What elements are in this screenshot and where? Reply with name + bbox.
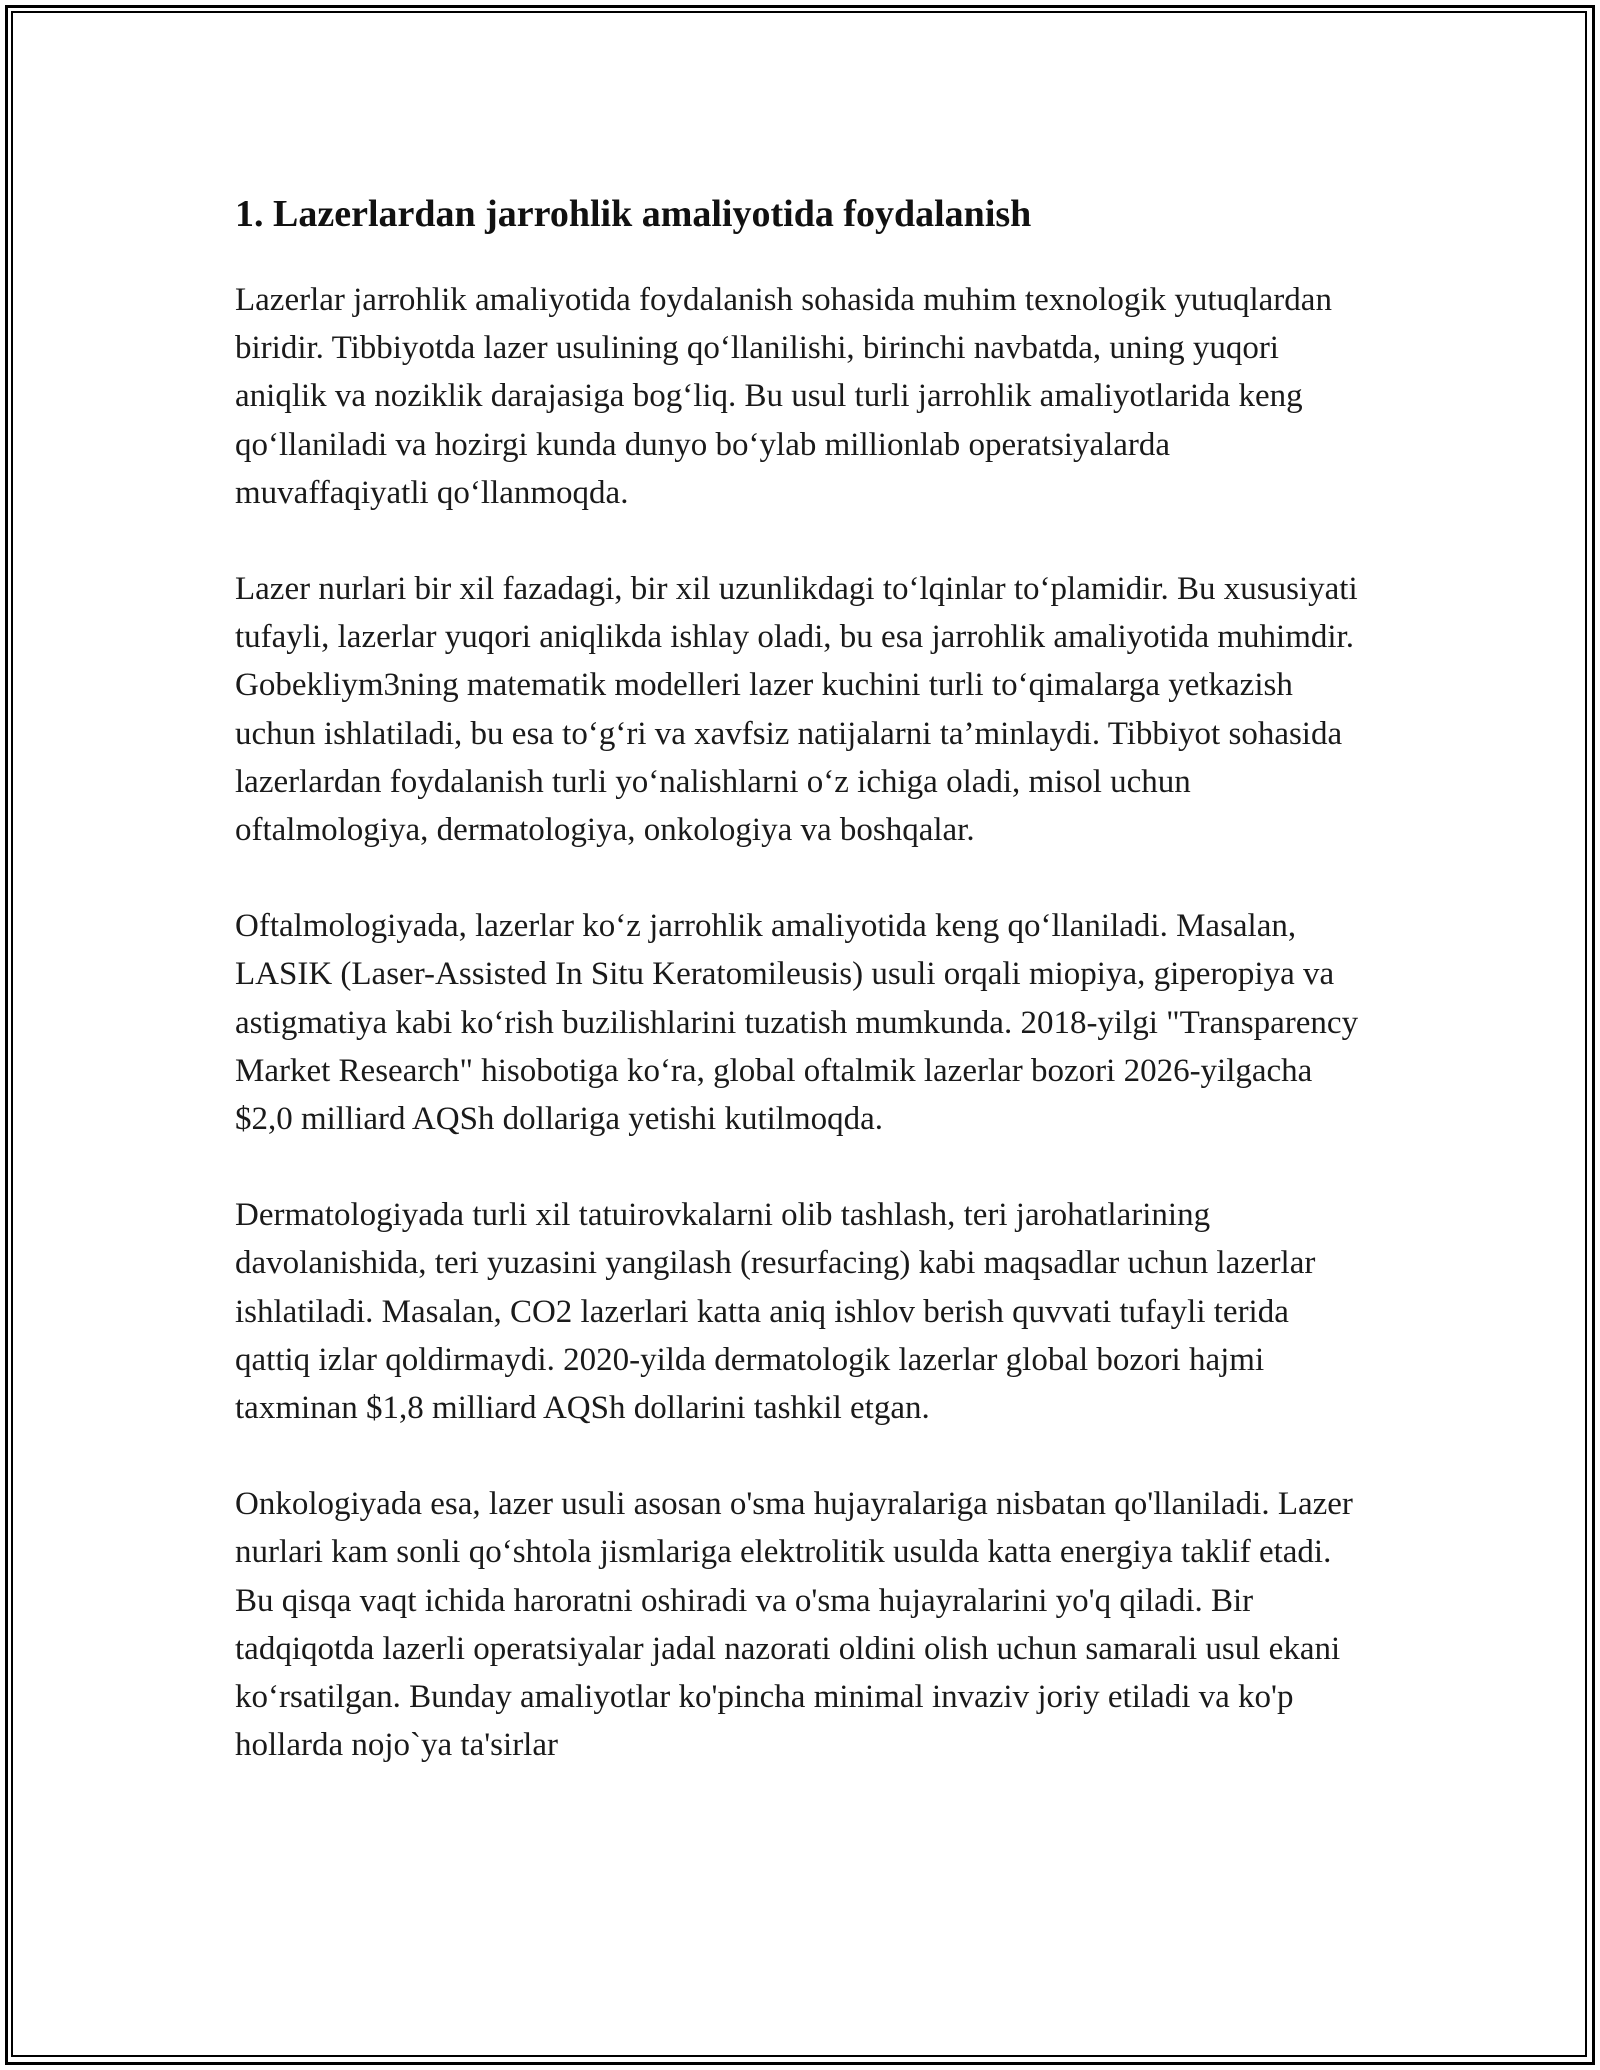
paragraph-laser-properties: Lazer nurlari bir xil fazadagi, bir xil uzunlikdagi to‘lqinlar to‘plamidir. Bu xususiyati tufayli, lazerlar yuqori aniqlikda ishlay oladi, bu esa jarrohlik amaliyotida muhimdir. Gobekliym3ning matematik modelleri lazer kuchini turli to‘qimalarga yetkazish uchun ishlatiladi, bu esa to‘g‘ri va xavfsiz natijalarni ta’minlaydi. Tibbiyot sohasida lazerlardan foydalanish turli yo‘nalishlarni o‘z ichiga oladi, misol uchun oftalmologiya, dermatologiya, onkologiya va boshqalar. [235, 571, 1358, 849]
paragraph-intro: Lazerlar jarrohlik amaliyotida foydalanish sohasida muhim texnologik yutuqlardan biridir. Tibbiyotda lazer usulining qo‘llanilishi, birinchi navbatda, uning yuqori aniqlik va noziklik darajasiga bog‘liq. Bu usul turli jarrohlik amaliyotlarida keng qo‘llaniladi va hozirgi kunda dunyo bo‘ylab millionlab operatsiyalarda muvaffaqiyatli qo‘llanmoqda. [235, 282, 1332, 511]
document-body [235, 186, 1360, 1817]
paragraph-dermatology: Dermatologiyada turli xil tatuirovkalarni olib tashlash, teri jarohatlarining davolanishida, teri yuzasini yangilash (resurfacing) kabi maqsadlar uchun lazerlar ishlatiladi. Masalan, CO2 lazerlari katta aniq ishlov berish quvvati tufayli terida qattiq izlar qoldirmaydi. 2020-yilda dermatologik lazerlar global bozori hajmi taxminan $1,8 milliard AQSh dollarini tashkil etgan. [235, 1197, 1316, 1427]
section-heading: 1. Lazerlardan jarrohlik amaliyotida foydalanish [235, 193, 1032, 235]
paragraph-oncology: Onkologiyada esa, lazer usuli asosan o'sma hujayralariga nisbatan qo'llaniladi. Lazer nurlari kam sonli qo‘shtola jismlariga elektrolitik usulda katta energiya taklif etadi. Bu qisqa vaqt ichida haroratni oshiradi va o'sma hujayralarini yo'q qiladi. Bir tadqiqotda lazerli operatsiyalar jadal nazorati oldini olish uchun samarali usul ekani ko‘rsatilgan. Bunday amaliyotlar ko'pincha minimal invaziv joriy etiladi va ko'p hollarda nojo`ya ta'sirlar [235, 1486, 1353, 1764]
paragraph-ophthalmology: Oftalmologiyada, lazerlar ko‘z jarrohlik amaliyotida keng qo‘llaniladi. Masalan, LASIK (Laser-Assisted In Situ Keratomileusis) usuli orqali miopiya, giperopiya va astigmatiya kabi ko‘rish buzilishlarini tuzatish mumkunda. 2018-yilgi "Transparency Market Research" hisobotiga ko‘ra, global oftalmik lazerlar bozori 2026-yilgacha $2,0 milliard AQSh dollariga yetishi kutilmoqda. [235, 908, 1359, 1138]
